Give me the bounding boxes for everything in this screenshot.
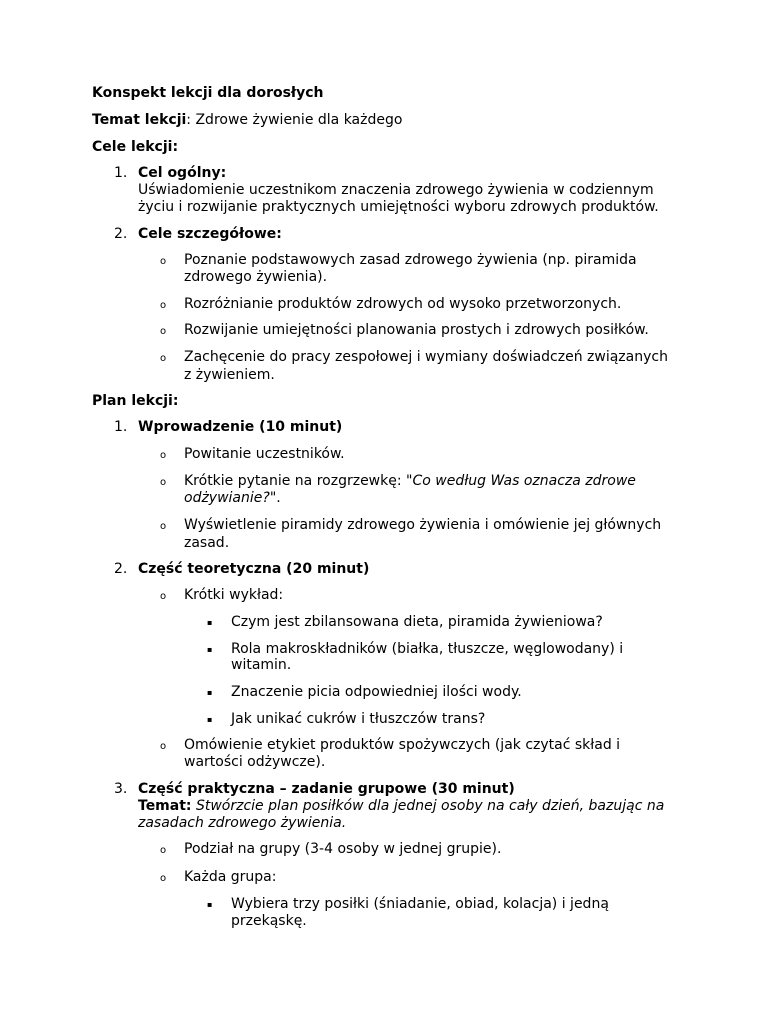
list-item: Każda grupa: [184,869,277,885]
list-item: Powitanie uczestników. [184,446,345,462]
square-bullet-icon: ▪ [207,688,213,697]
section-theme: Temat: Stwórzcie plan posiłków dla jednej osoby na cały dzień, bazując na [138,798,665,814]
goal-specific-title: Cele szczegółowe: [138,226,282,242]
list-number: 1. [114,165,128,181]
list-item: Zachęcenie do pracy zespołowej i wymiany doświadczeń związanych [184,349,668,365]
list-item: zasad. [184,535,230,551]
list-item: Krótkie pytanie na rozgrzewkę: "Co według Was oznacza zdrowe [184,473,636,489]
sub-list-item: Wybiera trzy posiłki (śniadanie, obiad, kolacja) i jedną [231,896,609,912]
lesson-topic [92,112,402,129]
goal-general-title: Cel ogólny: [138,165,227,181]
document-title: Konspekt lekcji dla dorosłych [92,85,324,101]
bullet-icon: o [160,845,167,856]
topic-value: : Zdrowe żywienie dla każdego [186,112,403,128]
section-title: Część praktyczna – zadanie grupowe (30 minut) [138,781,515,797]
bullet-icon: o [160,353,167,364]
sub-list-item: Znaczenie picia odpowiedniej ilości wody. [231,684,522,700]
list-item: Rozróżnianie produktów zdrowych od wysoko przetworzonych. [184,296,622,312]
list-item: zdrowego żywienia). [184,269,328,285]
list-item: wartości odżywcze). [184,754,326,770]
bullet-icon: o [160,741,167,752]
list-item: Krótki wykład: [184,587,284,603]
bullet-icon: o [160,521,167,532]
list-item: Rozwijanie umiejętności planowania prostych i zdrowych posiłków. [184,322,649,338]
square-bullet-icon: ▪ [207,715,213,724]
section-theme: zasadach zdrowego żywienia. [138,815,347,831]
bullet-icon: o [160,326,167,337]
list-number: 2. [114,226,128,242]
sub-list-item: Rola makroskładników (białka, tłuszcze, węglowodany) i [231,641,624,657]
list-item: Poznanie podstawowych zasad zdrowego żywienia (np. piramida [184,252,637,268]
goal-general-text: Uświadomienie uczestnikom znaczenia zdrowego żywienia w codziennym [138,182,654,198]
bullet-icon: o [160,450,167,461]
bullet-icon: o [160,591,167,602]
bullet-icon: o [160,300,167,311]
list-item: Podział na grupy (3-4 osoby w jednej grupie). [184,841,502,857]
sub-list-item: Jak unikać cukrów i tłuszczów trans? [231,711,486,727]
list-item: Omówienie etykiet produktów spożywczych (jak czytać skład i [184,737,621,753]
topic-label: Temat lekcji [92,112,187,128]
list-number: 2. [114,561,128,577]
square-bullet-icon: ▪ [207,900,213,909]
bullet-icon: o [160,256,167,267]
bullet-icon: o [160,873,167,884]
bullet-icon: o [160,477,167,488]
goal-general-text: życiu i rozwijanie praktycznych umiejętności wyboru zdrowych produktów. [138,199,659,215]
list-item: z żywieniem. [184,367,275,383]
sub-list-item: przekąskę. [231,913,307,929]
section-title: Część teoretyczna (20 minut) [138,561,370,577]
goals-heading: Cele lekcji: [92,139,179,155]
list-number: 1. [114,419,128,435]
square-bullet-icon: ▪ [207,645,213,654]
sub-list-item: Czym jest zbilansowana dieta, piramida żywieniowa? [231,614,603,630]
list-item: odżywianie?". [184,490,281,506]
list-number: 3. [114,781,128,797]
plan-heading: Plan lekcji: [92,393,179,409]
sub-list-item: witamin. [231,657,292,673]
square-bullet-icon: ▪ [207,618,213,627]
list-item: Wyświetlenie piramidy zdrowego żywienia i omówienie jej głównych [184,517,662,533]
section-title: Wprowadzenie (10 minut) [138,419,343,435]
